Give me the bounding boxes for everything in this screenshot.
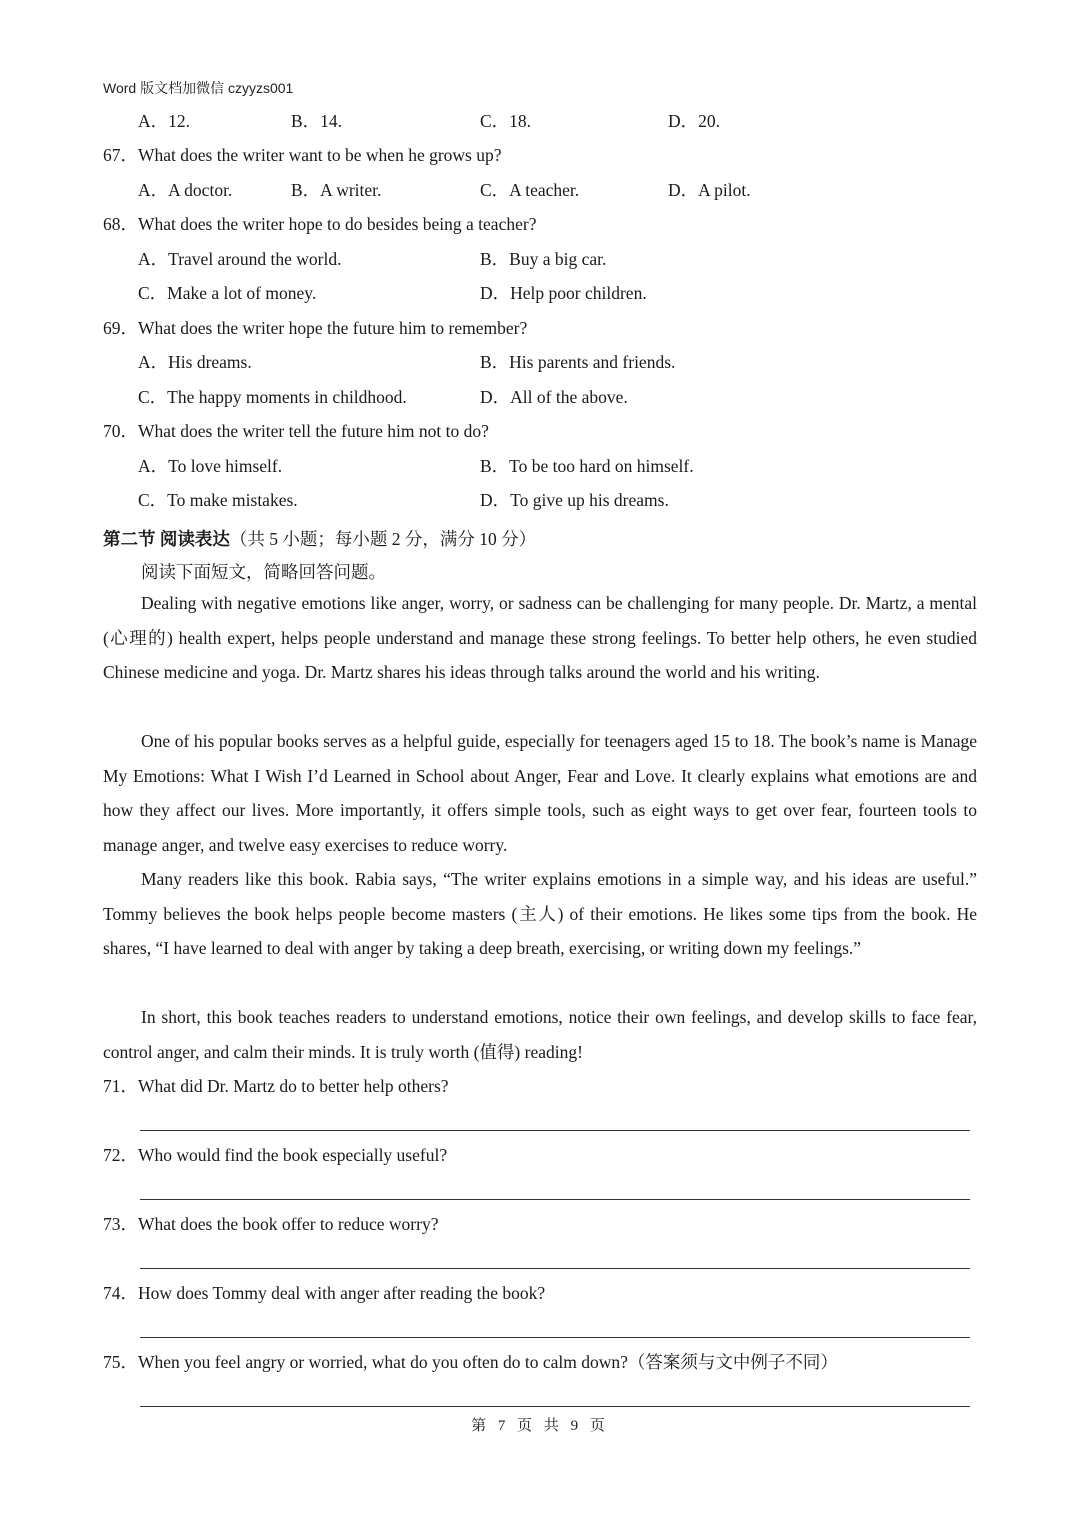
q68-option-b: B．Buy a big car. <box>480 249 607 269</box>
q68-option-c: C．Make a lot of money. <box>138 283 317 303</box>
q68-option-d: D．Help poor children. <box>480 283 647 303</box>
question-text: What does the writer hope the future him to remember? <box>138 318 528 338</box>
q70-option-a: A．To love himself. <box>138 456 283 476</box>
q69-option-c: C．The happy moments in childhood. <box>138 387 407 407</box>
question-75 <box>103 1351 838 1373</box>
answer-line-72[interactable] <box>140 1199 970 1200</box>
question-number: 74． <box>103 1283 138 1303</box>
question-number: 72． <box>103 1145 138 1165</box>
question-text: How does Tommy deal with anger after reading the book? <box>138 1283 546 1303</box>
section-title-bold: 第二节 阅读表达 <box>103 529 230 549</box>
question-number: 67． <box>103 145 138 165</box>
question-text: What does the writer tell the future him not to do? <box>138 421 489 441</box>
answer-line-73[interactable] <box>140 1268 970 1269</box>
q67-option-b: B．A writer. <box>291 180 382 200</box>
answer-line-71[interactable] <box>140 1130 970 1131</box>
q67-option-d: D．A pilot. <box>668 180 751 200</box>
passage-paragraph-3: Many readers like this book. Rabia says, “The writer explains emotions in a simple way, and his ideas are useful.” Tommy believes the book helps people become masters (主人) of their emotions. He likes some tips from the book. He shares, “I have learned to deal with anger by taking a deep breath, exercising, or writing down my feelings.” <box>103 869 977 958</box>
q70-option-b: B．To be too hard on himself. <box>480 456 694 476</box>
q67-option-c: C．A teacher. <box>480 180 580 200</box>
q66-option-d: D．20. <box>668 111 721 131</box>
question-text: What does the book offer to reduce worry? <box>138 1214 439 1234</box>
q69-option-a: A．His dreams. <box>138 352 252 372</box>
passage-paragraph-4: In short, this book teaches readers to understand emotions, notice their own feelings, and develop skills to face fear, control anger, and calm their minds. It is truly worth (值得) reading! <box>103 1007 977 1062</box>
question-number: 69． <box>103 318 138 338</box>
question-number: 70． <box>103 421 138 441</box>
question-number: 71． <box>103 1076 138 1096</box>
q69-option-d: D．All of the above. <box>480 387 628 407</box>
q66-option-a: A．12. <box>138 111 191 131</box>
question-text: What does the writer want to be when he grows up? <box>138 145 502 165</box>
passage-paragraph-1: Dealing with negative emotions like anger, worry, or sadness can be challenging for many people. Dr. Martz, a mental (心理的) health expert, helps people understand and manage these strong feelings. To better help others, he even studied Chinese medicine and yoga. Dr. Martz shares his ideas through talks around the world and his writing. <box>103 593 977 682</box>
question-71 <box>103 1075 449 1097</box>
answer-line-75[interactable] <box>140 1406 970 1407</box>
question-73 <box>103 1213 438 1235</box>
q66-option-b: B．14. <box>291 111 343 131</box>
question-68 <box>103 213 536 235</box>
q69-option-b: B．His parents and friends. <box>480 352 676 372</box>
question-text: When you feel angry or worried, what do you often do to calm down?（答案须与文中例子不同） <box>138 1352 838 1372</box>
question-72 <box>103 1144 447 1166</box>
q68-option-a: A．Travel around the world. <box>138 249 342 269</box>
question-number: 73． <box>103 1214 138 1234</box>
question-70 <box>103 420 489 442</box>
page-footer: 第 7 页 共 9 页 <box>471 1418 609 1434</box>
question-text: What does the writer hope to do besides being a teacher? <box>138 214 537 234</box>
question-74 <box>103 1282 545 1304</box>
question-text: Who would find the book especially useful? <box>138 1145 448 1165</box>
section-title <box>103 526 536 551</box>
q70-option-c: C．To make mistakes. <box>138 490 298 510</box>
section-instruction: 阅读下面短文，简略回答问题。 <box>141 562 386 582</box>
section-title-rest: （共 5 小题；每小题 2 分，满分 10 分） <box>229 529 537 549</box>
passage-paragraph-2: One of his popular books serves as a helpful guide, especially for teenagers aged 15 to 18. The book’s name is Manage My Emotions: What I Wish I’d Learned in School about Anger, Fear and Love. It clearly explains what emotions are and how they affect our lives. More importantly, it offers simple tools, such as eight ways to get over fear, fourteen tools to manage anger, and twelve easy exercises to reduce worry. <box>103 731 977 855</box>
question-67 <box>103 144 502 166</box>
question-number: 75． <box>103 1352 138 1372</box>
q66-option-c: C．18. <box>480 111 532 131</box>
q70-option-d: D．To give up his dreams. <box>480 490 669 510</box>
question-number: 68． <box>103 214 138 234</box>
answer-line-74[interactable] <box>140 1337 970 1338</box>
header-note: Word 版文档加微信 czyyzs001 <box>103 80 294 96</box>
question-text: What did Dr. Martz do to better help others? <box>138 1076 449 1096</box>
q67-option-a: A．A doctor. <box>138 180 233 200</box>
question-69 <box>103 317 527 339</box>
